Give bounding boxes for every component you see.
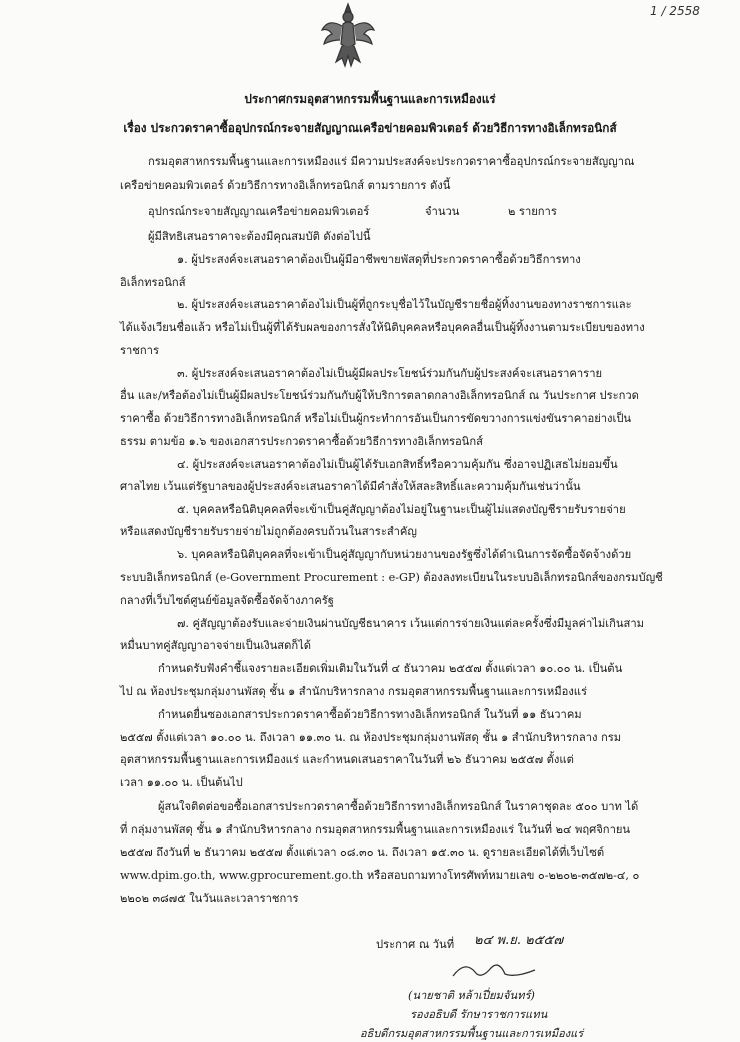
signature-scribble-icon: [445, 956, 565, 984]
paragraph-line: อื่น และ/หรือต้องไม่เป็นผู้มีผลประโยชน์ร่วมกันกับผู้ให้บริการตลาดกลางอิเล็กทรอนิกส์ ณ วันประกาศ ประกวด: [120, 389, 639, 402]
paragraph-line: เวลา ๑๑.๐๐ น. เป็นต้นไป: [120, 776, 243, 789]
paragraph-line: ๒๒๐๒ ๓๘๗๕ ในวันและเวลาราชการ: [120, 892, 299, 905]
paragraph-line: ๒๕๕๗ ถึงวันที่ ๒ ธันวาคม ๒๕๕๗ ตั้งแต่เวลา ๐๘.๓๐ น. ถึงเวลา ๑๕.๓๐ น. ดูรายละเอียดได้ที่เว็บไซต์: [120, 846, 605, 859]
item-qty: ๒ รายการ: [508, 205, 557, 218]
paragraph-line: ๓. ผู้ประสงค์จะเสนอราคาต้องไม่เป็นผู้มีผลประโยชน์ร่วมกันกับผู้ประสงค์จะเสนอราคาราย: [177, 367, 603, 380]
announcement-title: ประกาศกรมอุตสาหกรรมพื้นฐานและการเหมืองแร่: [244, 92, 496, 106]
handwritten-document-number: 1 / 2558: [650, 4, 700, 18]
paragraph-line: ราคาซื้อ ด้วยวิธีการทางอิเล็กทรอนิกส์ หรือไม่เป็นผู้กระทำการอันเป็นการขัดขวางการแข่งขันราคาอย่างเป็น: [120, 412, 632, 425]
intro-line-1: กรมอุตสาหกรรมพื้นฐานและการเหมืองแร่ มีความประสงค์จะประกวดราคาซื้ออุปกรณ์กระจายสัญญาณ: [148, 155, 635, 168]
paragraph-line: ๕. บุคคลหรือนิติบุคคลที่จะเข้าเป็นคู่สัญญาต้องไม่อยู่ในฐานะเป็นผู้ไม่แสดงบัญชีรายรับรายจ่าย: [177, 503, 626, 516]
paragraph-line: กำหนดรับฟังคำชี้แจงรายละเอียดเพิ่มเติมในวันที่ ๔ ธันวาคม ๒๕๕๗ ตั้งแต่เวลา ๑๐.๐๐ น. เป็นต้น: [158, 662, 623, 675]
date-value: ๒๔ พ.ย. ๒๕๕๗: [474, 933, 564, 948]
item-qty-label: จำนวน: [425, 205, 460, 218]
intro-line-2: เครือข่ายคอมพิวเตอร์ ด้วยวิธีการทางอิเล็กทรอนิกส์ ตามรายการ ดังนี้: [120, 179, 451, 192]
paragraph-line: กลางที่เว็บไซต์ศูนย์ข้อมูลจัดซื้อจัดจ้างภาครัฐ: [120, 594, 334, 607]
garuda-emblem-icon: [318, 0, 378, 72]
paragraph-line: ๒. ผู้ประสงค์จะเสนอราคาต้องไม่เป็นผู้ที่ถูกระบุชื่อไว้ในบัญชีรายชื่อผู้ทิ้งงานของทางราชการและ: [177, 298, 632, 311]
paragraph-line: กำหนดยื่นซองเอกสารประกวดราคาซื้อด้วยวิธีการทางอิเล็กทรอนิกส์ ในวันที่ ๑๑ ธันวาคม: [158, 708, 582, 721]
paragraph-line: ๔. ผู้ประสงค์จะเสนอราคาต้องไม่เป็นผู้ได้รับเอกสิทธิ์หรือความคุ้มกัน ซึ่งอาจปฏิเสธไม่ยอมขึ้น: [177, 458, 618, 471]
signatory-position: รองอธิบดี รักษาราชการแทน: [410, 1008, 548, 1021]
paragraph-line: อุตสาหกรรมพื้นฐานและการเหมืองแร่ และกำหนดเสนอราคาในวันที่ ๒๖ ธันวาคม ๒๕๕๗ ตั้งแต่: [120, 753, 574, 766]
paragraph-line: ๖. บุคคลหรือนิติบุคคลที่จะเข้าเป็นคู่สัญญากับหน่วยงานของรัฐซึ่งได้ดำเนินการจัดซื้อจัดจ้างด้วย: [177, 548, 632, 561]
paragraph-line: ราชการ: [120, 344, 159, 357]
qualification-heading: ผู้มีสิทธิเสนอราคาจะต้องมีคุณสมบัติ ดังต่อไปนี้: [148, 230, 371, 243]
item-name: อุปกรณ์กระจายสัญญาณเครือข่ายคอมพิวเตอร์: [148, 205, 370, 218]
paragraph-line: ไป ณ ห้องประชุมกลุ่มงานพัสดุ ชั้น ๑ สำนักบริหารกลาง กรมอุตสาหกรรมพื้นฐานและการเหมืองแร่: [120, 685, 588, 698]
announcement-subject: เรื่อง ประกวดราคาซื้ออุปกรณ์กระจายสัญญาณเครือข่ายคอมพิวเตอร์ ด้วยวิธีการทางอิเล็กทรอนิกส์: [123, 121, 617, 135]
date-label: ประกาศ ณ วันที่: [376, 938, 455, 951]
paragraph-line: อิเล็กทรอนิกส์: [120, 276, 186, 289]
paragraph-line: หรือแสดงบัญชีรายรับรายจ่ายไม่ถูกต้องครบถ้วนในสาระสำคัญ: [120, 525, 417, 538]
signatory-name: (นายชาติ หล้าเปี่ยมจันทร์): [408, 989, 535, 1002]
paragraph-line: ๑. ผู้ประสงค์จะเสนอราคาต้องเป็นผู้มีอาชีพขายพัสดุที่ประกวดราคาซื้อด้วยวิธีการทาง: [177, 253, 581, 266]
paragraph-line: ธรรม ตามข้อ ๑.๖ ของเอกสารประกวดราคาซื้อด้วยวิธีการทางอิเล็กทรอนิกส์: [120, 435, 483, 448]
paragraph-line: ๗. คู่สัญญาต้องรับและจ่ายเงินผ่านบัญชีธนาคาร เว้นแต่การจ่ายเงินแต่ละครั้งซึ่งมีมูลค่าไม่เกินสาม: [177, 617, 645, 630]
paragraph-line: ได้แจ้งเวียนชื่อแล้ว หรือไม่เป็นผู้ที่ได้รับผลของการสั่งให้นิติบุคคลหรือบุคคลอื่นเป็นผู้ทิ้งงานตามระเบียบของทาง: [120, 321, 645, 334]
paragraph-line: ๒๕๕๗ ตั้งแต่เวลา ๑๐.๐๐ น. ถึงเวลา ๑๑.๓๐ น. ณ ห้องประชุมกลุ่มงานพัสดุ ชั้น ๑ สำนักบริหารกลาง กรม: [120, 731, 622, 744]
paragraph-line: ระบบอิเล็กทรอนิกส์ (e-Government Procurement : e-GP) ต้องลงทะเบียนในระบบอิเล็กทรอนิกส์ของกรมบัญชี: [120, 571, 663, 584]
signatory-position-2: อธิบดีกรมอุตสาหกรรมพื้นฐานและการเหมืองแร่: [360, 1027, 584, 1040]
paragraph-line: ผู้สนใจติดต่อขอซื้อเอกสารประกวดราคาซื้อด้วยวิธีการทางอิเล็กทรอนิกส์ ในราคาชุดละ ๕๐๐ บาท ได้: [158, 800, 639, 813]
paragraph-line: ศาลไทย เว้นแต่รัฐบาลของผู้ประสงค์จะเสนอราคาได้มีคำสั่งให้สละสิทธิ์และความคุ้มกันเช่นว่านั้น: [120, 480, 581, 493]
paragraph-line: หมื่นบาทคู่สัญญาอาจจ่ายเป็นเงินสดก็ได้: [120, 639, 312, 652]
paragraph-line: ที่ กลุ่มงานพัสดุ ชั้น ๑ สำนักบริหารกลาง กรมอุตสาหกรรมพื้นฐานและการเหมืองแร่ ในวันที่ ๒๔ พฤศจิกายน: [120, 823, 631, 836]
paragraph-line: www.dpim.go.th, www.gprocurement.go.th หรือสอบถามทางโทรศัพท์หมายเลข ๐-๒๒๐๒-๓๕๗๒-๔, ๐: [120, 869, 640, 882]
